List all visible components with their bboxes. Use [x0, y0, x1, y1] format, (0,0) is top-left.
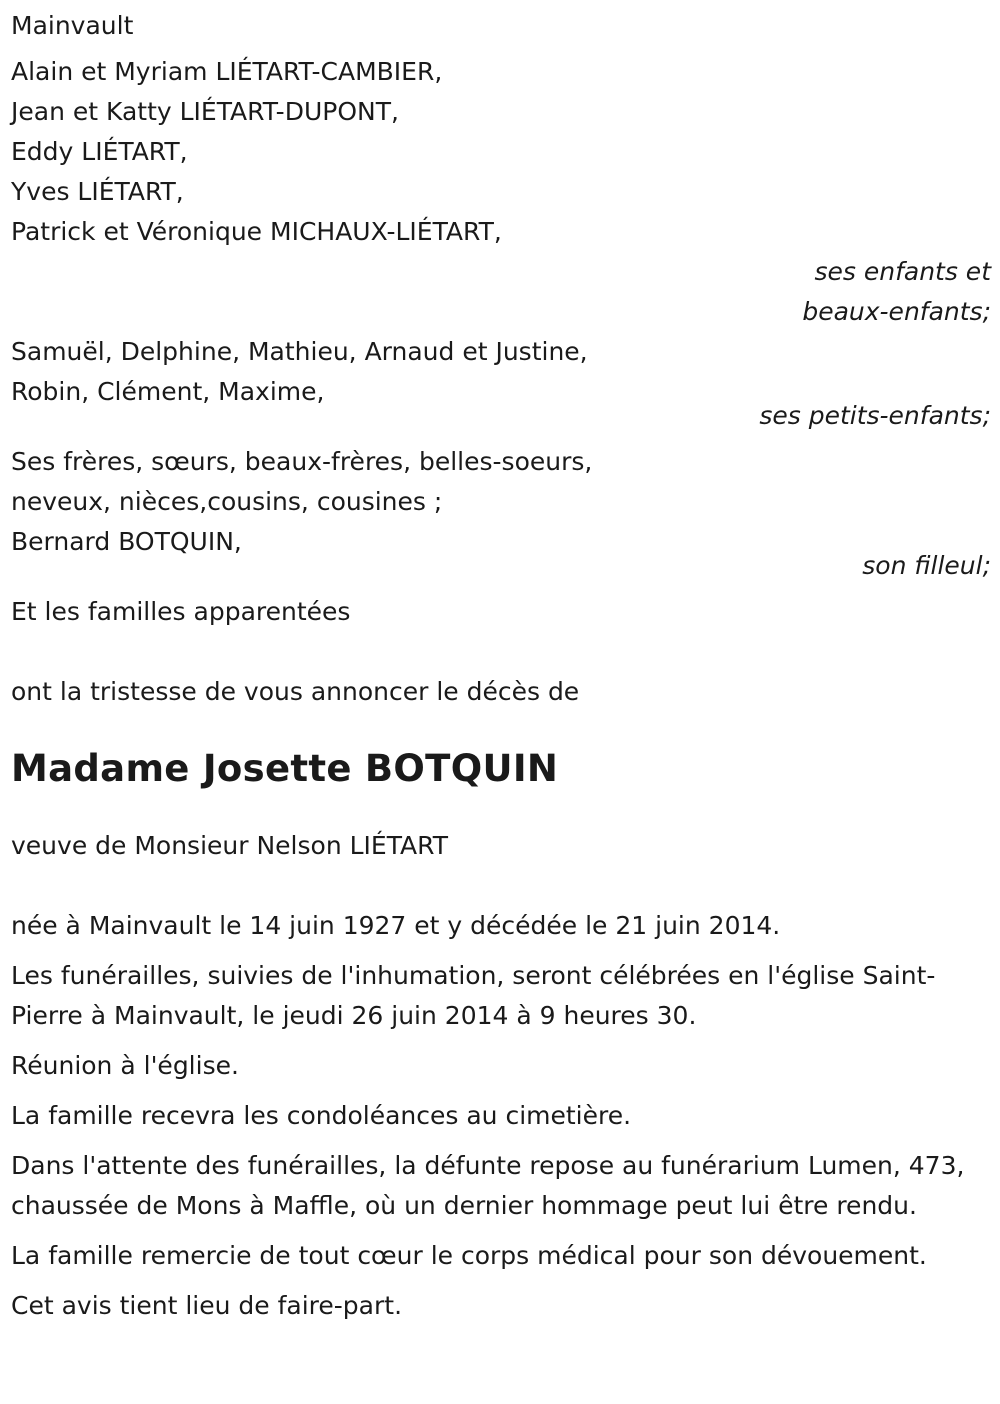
thanks-paragraph: La famille remercie de tout cœur le corps médical pour son dévouement. [11, 1241, 927, 1270]
child-entry: Alain et Myriam LIÉTART-CAMBIER, [11, 57, 443, 86]
families-line: Et les familles apparentées [11, 597, 351, 626]
widow-of-line: veuve de Monsieur Nelson LIÉTART [11, 831, 448, 860]
grandchild-entry: Robin, Clément, Maxime, [11, 377, 325, 406]
children-role-line: ses enfants et [814, 257, 991, 286]
announcement-line: ont la tristesse de vous annoncer le décès de [11, 677, 580, 706]
child-entry: Patrick et Véronique MICHAUX-LIÉTART, [11, 217, 502, 246]
children-role-line: beaux-enfants; [802, 297, 991, 326]
funerarium-paragraph: Dans l'attente des funérailles, la défunte repose au funérarium Lumen, 473, chaussée de Mons à Maffle, où un dernier hommage peut lui être rendu. [11, 1151, 965, 1220]
notice-paragraph: Cet avis tient lieu de faire-part. [11, 1291, 403, 1320]
funeral-paragraph: Les funérailles, suivies de l'inhumation, seront célébrées en l'église Saint-Pierre à Mainvault, le jeudi 26 juin 2014 à 9 heures 30. [11, 961, 936, 1030]
relative-entry: Ses frères, sœurs, beaux-frères, belles-soeurs, [11, 447, 593, 476]
relative-entry: Bernard BOTQUIN, [11, 527, 242, 556]
birth-death-paragraph: née à Mainvault le 14 juin 1927 et y décédée le 21 juin 2014. [11, 911, 781, 940]
children-list [11, 52, 991, 252]
grandchild-entry: Samuël, Delphine, Mathieu, Arnaud et Justine, [11, 337, 588, 366]
child-entry: Yves LIÉTART, [11, 177, 184, 206]
child-entry: Eddy LIÉTART, [11, 137, 188, 166]
children-role [11, 252, 991, 332]
obituary-notice [11, 6, 991, 1326]
child-entry: Jean et Katty LIÉTART-DUPONT, [11, 97, 399, 126]
relatives-list [11, 442, 991, 562]
relative-entry: neveux, nièces,cousins, cousines ; [11, 487, 443, 516]
grandchildren-role: ses petits-enfants; [759, 401, 991, 430]
deceased-name: Madame Josette BOTQUIN [11, 747, 559, 790]
godson-role: son filleul; [862, 551, 991, 580]
reunion-paragraph: Réunion à l'église. [11, 1051, 239, 1080]
condolences-paragraph: La famille recevra les condoléances au cimetière. [11, 1101, 632, 1130]
place-name: Mainvault [11, 11, 134, 40]
